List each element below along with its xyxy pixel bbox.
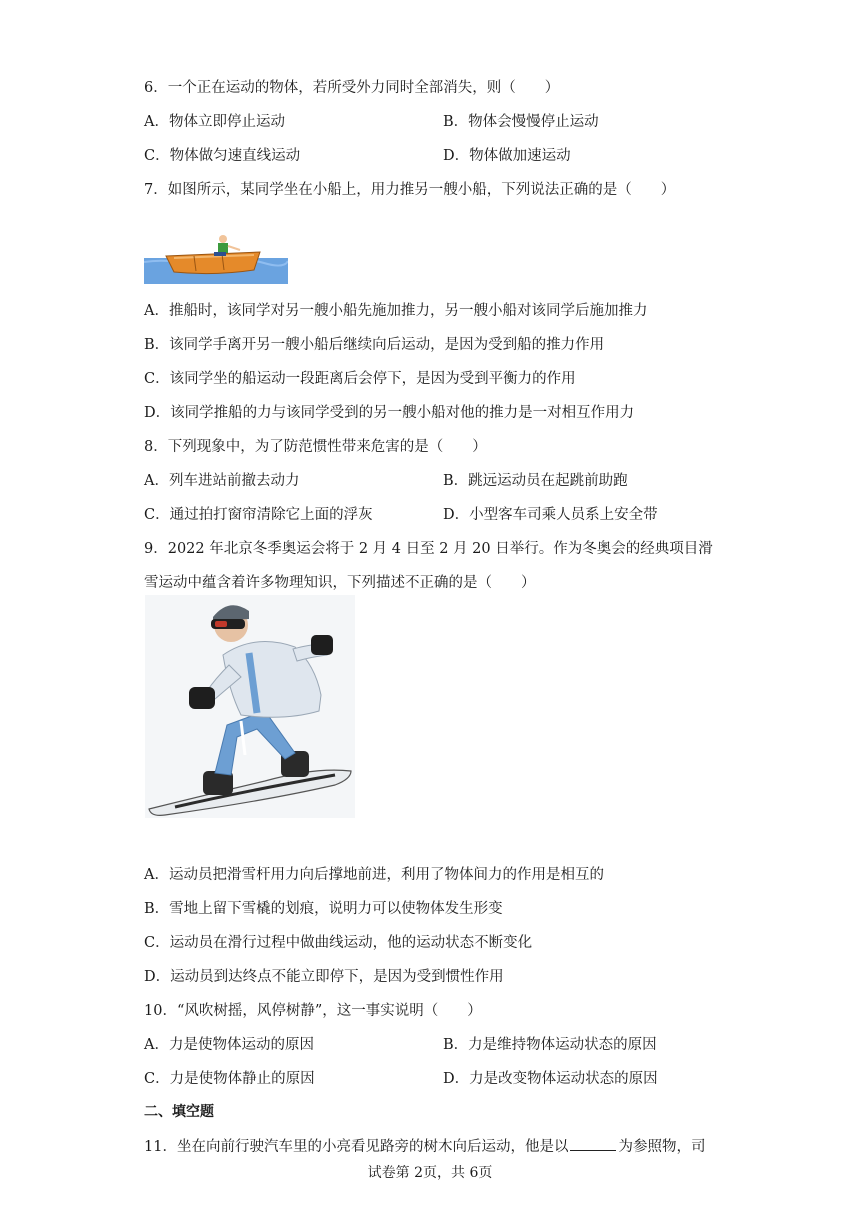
boat-figure [144, 232, 288, 284]
q8-stem: 8．下列现象中，为了防范惯性带来危害的是（ ） [144, 439, 487, 455]
q11-text-after: 为参照物，司 [618, 1139, 706, 1155]
q9-option-c: C．运动员在滑行过程中做曲线运动，他的运动状态不断变化 [144, 935, 533, 951]
q7-option-d: D．该同学推船的力与该同学受到的另一艘小船对他的推力是一对相互作用力 [144, 405, 635, 421]
q7-option-c: C．该同学坐的船运动一段距离后会停下，是因为受到平衡力的作用 [144, 371, 576, 387]
q8-option-a: A．列车进站前撤去动力 [144, 473, 300, 489]
q7-option-a: A．推船时，该同学对另一艘小船先施加推力，另一艘小船对该同学后施加推力 [144, 303, 648, 319]
q8-option-b: B．跳远运动员在起跳前助跑 [443, 473, 628, 489]
q7-option-b: B．该同学手离开另一艘小船后继续向后运动，是因为受到船的推力作用 [144, 337, 605, 353]
page-footer: 试卷第 2页，共 6页 [367, 1165, 493, 1181]
q9-stem-line1: 9．2022 年北京冬季奥运会将于 2 月 4 日至 2 月 20 日举行。作为冬奥会的经典项目滑 [144, 541, 713, 557]
q10-option-b: B．力是维持物体运动状态的原因 [443, 1037, 657, 1053]
q10-stem: 10．“风吹树摇，风停树静”，这一事实说明（ ） [144, 1003, 482, 1019]
q8-option-c: C．通过拍打窗帘清除它上面的浮灰 [144, 507, 373, 523]
q10-option-d: D．力是改变物体运动状态的原因 [443, 1071, 658, 1087]
snowboarder-figure [145, 595, 355, 818]
q9-stem-line2: 雪运动中蕴含着许多物理知识，下列描述不正确的是（ ） [144, 575, 536, 591]
q7-stem: 7．如图所示，某同学坐在小船上，用力推另一艘小船，下列说法正确的是（ ） [144, 182, 676, 198]
q9-option-a: A．运动员把滑雪杆用力向后撑地前进，利用了物体间力的作用是相互的 [144, 867, 604, 883]
q10-option-c: C．力是使物体静止的原因 [144, 1071, 315, 1087]
q6-option-c: C．物体做匀速直线运动 [144, 148, 301, 164]
q6-option-b: B．物体会慢慢停止运动 [443, 114, 599, 130]
q6-stem: 6．一个正在运动的物体，若所受外力同时全部消失，则（ ） [144, 80, 560, 96]
q11-text-before: 11．坐在向前行驶汽车里的小亮看见路旁的树木向后运动，他是以 [144, 1139, 569, 1155]
q9-option-d: D．运动员到达终点不能立即停下，是因为受到惯性作用 [144, 969, 504, 985]
q9-option-b: B．雪地上留下雪橇的划痕，说明力可以使物体发生形变 [144, 901, 503, 917]
q11-stem [144, 1135, 705, 1156]
section-title-fill-in: 二、填空题 [144, 1104, 214, 1120]
q8-option-d: D．小型客车司乘人员系上安全带 [443, 507, 658, 523]
q6-option-d: D．物体做加速运动 [443, 148, 571, 164]
q10-option-a: A．力是使物体运动的原因 [144, 1037, 314, 1053]
q6-option-a: A．物体立即停止运动 [144, 114, 285, 130]
q11-answer-blank[interactable] [570, 1136, 616, 1151]
